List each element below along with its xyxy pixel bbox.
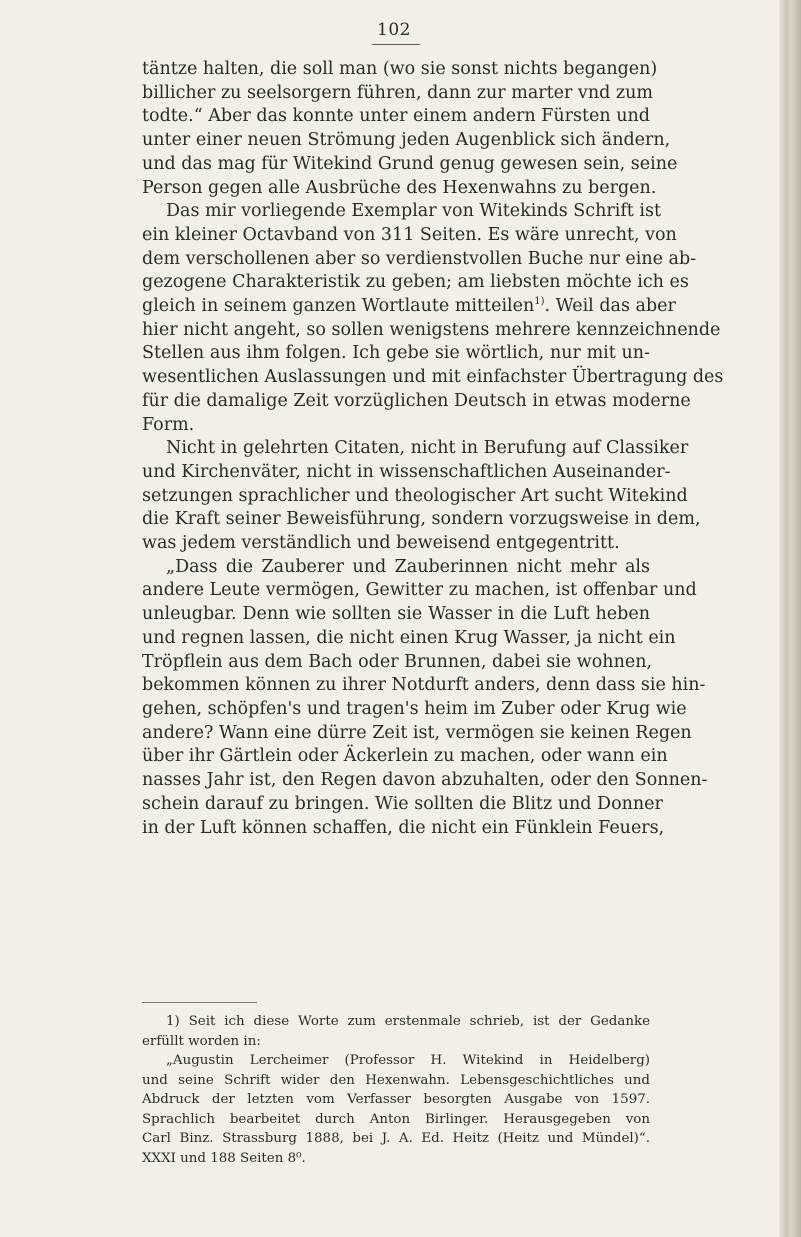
text-line: über ihr Gärtlein oder Äckerlein zu machen, oder wann ein (142, 746, 668, 767)
text-line: in der Luft können schaffen, die nicht ein Fünklein Feuers, (142, 817, 665, 838)
text-line-with-footnote (142, 295, 676, 319)
text-line: Nicht in gelehrten Citaten, nicht in Berufung auf Classiker (166, 438, 689, 459)
footnote-line: und seine Schrift wider den Hexenwahn. Lebensgeschichtliches und (142, 1072, 650, 1088)
text-line: gehen, schöpfen's und tragen's heim im Zuber oder Krug wie (142, 698, 687, 719)
footnote-line: XXXI und 188 Seiten 8⁰. (142, 1150, 306, 1166)
footnote-reference[interactable]: 1) (534, 296, 545, 308)
text-fragment: . Weil das aber (544, 296, 676, 317)
text-line: bekommen können zu ihrer Notdurft anders, denn dass sie hin- (142, 675, 706, 696)
page-edge-shadow (779, 0, 801, 1237)
text-line: „Dass die Zauberer und Zauberinnen nicht mehr als (166, 556, 650, 577)
text-line: Tröpflein aus dem Bach oder Brunnen, dabei sie wohnen, (142, 651, 653, 672)
footnote-line: Abdruck der letzten vom Verfasser besorgten Ausgabe von 1597. (142, 1092, 650, 1107)
text-line: schein darauf zu bringen. Wie sollten die Blitz und Donner (142, 793, 663, 814)
text-fragment: gleich in seinem ganzen Wortlaute mitteilen (142, 296, 535, 317)
page-number-underline (372, 44, 420, 45)
footnote-line: erfüllt worden in: (142, 1033, 261, 1049)
text-line: was jedem verständlich und beweisend entgegentritt. (142, 533, 620, 554)
footnote-line: Carl Binz. Strassburg 1888, bei J. A. Ed. Heitz (Heitz und Mündel)“. (142, 1131, 650, 1146)
text-line: todte.“ Aber das konnte unter einem andern Fürsten und (142, 106, 650, 127)
text-line: gezogene Charakteristik zu geben; am liebsten möchte ich es (142, 272, 689, 293)
text-line: unter einer neuen Strömung jeden Augenblick sich ändern, (142, 130, 671, 151)
text-line: und regnen lassen, die nicht einen Krug Wasser, ja nicht ein (142, 627, 676, 648)
text-line: Form. (142, 414, 195, 435)
text-line: für die damalige Zeit vorzüglichen Deutsch in etwas moderne (142, 390, 691, 411)
text-line: hier nicht angeht, so sollen wenigstens mehrere kennzeichnende (142, 319, 721, 340)
text-line: Das mir vorliegende Exemplar von Witekinds Schrift ist (166, 201, 662, 222)
page-number: 102 (377, 20, 411, 40)
text-line: Person gegen alle Ausbrüche des Hexenwahns zu bergen. (142, 177, 657, 198)
footnote-line: 1) Seit ich diese Worte zum erstenmale schrieb, ist der Gedanke (166, 1014, 650, 1029)
footnote-line: Sprachlich bearbeitet durch Anton Birlinger. Herausgegeben von (142, 1111, 650, 1127)
text-line: nasses Jahr ist, den Regen davon abzuhalten, oder den Sonnen- (142, 770, 708, 791)
text-line: und Kirchenväter, nicht in wissenschaftlichen Auseinander- (142, 461, 671, 482)
main-text (142, 58, 724, 840)
footnote-divider (142, 1002, 257, 1003)
footnotes (142, 1012, 650, 1168)
text-line: andere Leute vermögen, Gewitter zu machen, ist offenbar und (142, 580, 697, 601)
footnote-line: „Augustin Lercheimer (Professor H. Witekind in Heidelberg) (166, 1053, 650, 1068)
text-line: unleugbar. Denn wie sollten sie Wasser in die Luft heben (142, 604, 650, 625)
text-line: dem verschollenen aber so verdienstvollen Buche nur eine ab- (142, 248, 697, 269)
text-line: andere? Wann eine dürre Zeit ist, vermögen sie keinen Regen (142, 722, 692, 743)
text-line: die Kraft seiner Beweisführung, sondern vorzugsweise in dem, (142, 509, 701, 530)
text-line: wesentlichen Auslassungen und mit einfachster Übertragung des (142, 367, 724, 388)
text-line: billicher zu seelsorgern führen, dann zur marter vnd zum (142, 82, 653, 103)
text-line: setzungen sprachlicher und theologischer Art sucht Witekind (142, 485, 688, 506)
text-line: Stellen aus ihm folgen. Ich gebe sie wörtlich, nur mit un- (142, 343, 650, 364)
text-line: täntze halten, die soll man (wo sie sonst nichts begangen) (142, 59, 658, 79)
text-line: ein kleiner Octavband von 311 Seiten. Es wäre unrecht, von (142, 224, 677, 245)
text-line: und das mag für Witekind Grund genug gewesen sein, seine (142, 153, 678, 174)
